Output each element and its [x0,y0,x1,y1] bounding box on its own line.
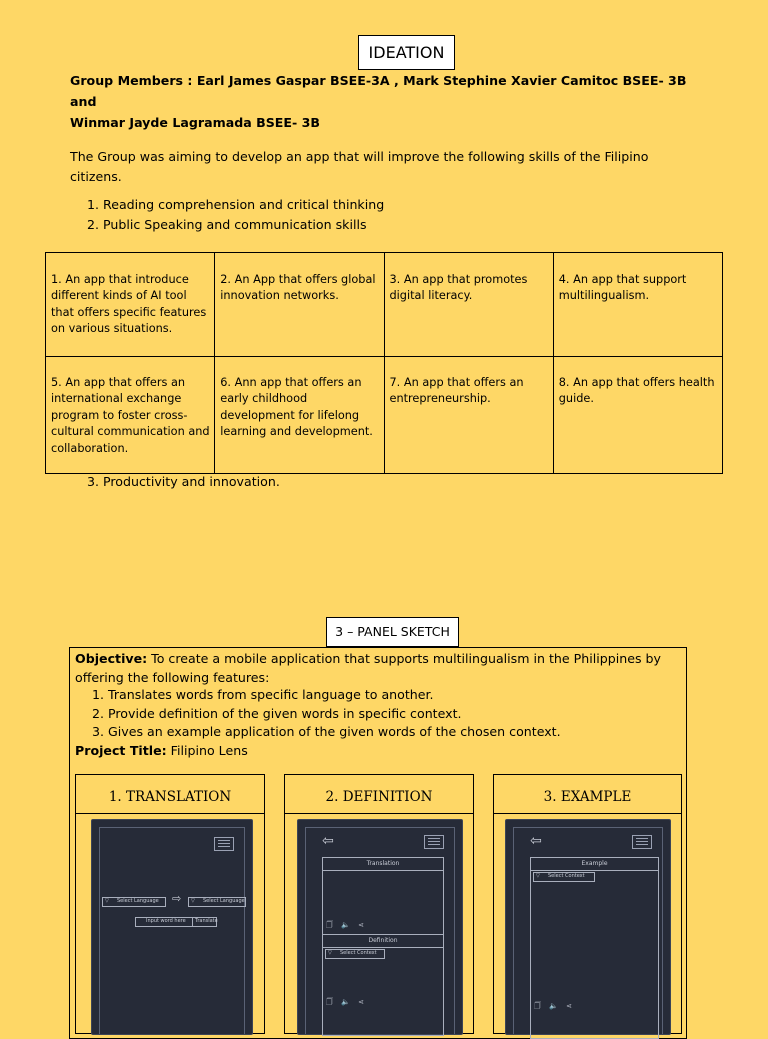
translate-button: Translate [195,918,218,924]
arrow-right-icon: ⇨ [172,892,182,905]
skill-item: 3. Productivity and innovation. [87,474,280,489]
select-context-label: Select Context [548,873,585,879]
project-title [75,742,248,761]
definition-heading: Definition [323,935,443,948]
idea-cell: 3. An app that promotes digital literacy. [384,253,553,357]
idea-cell: 7. An app that offers an entrepreneurship. [384,357,553,474]
select-language-label: Select Language [117,898,159,904]
phone-screen [513,827,663,1034]
input-placeholder: Input word here [146,918,186,924]
idea-cell: 1. An app that introduce different kinds of AI tool that offers specific features on various situations. [46,253,215,357]
sketch-title: 3 – PANEL SKETCH [326,617,459,647]
divider [192,917,193,927]
tool-icons: 🗍 🔈 ⋖ [326,998,368,1006]
group-members [70,70,710,133]
panel-header-example: 3. EXAMPLE [493,774,682,814]
page-title: IDEATION [358,35,455,70]
panel-definition [284,813,474,1034]
phone-screen [99,827,245,1034]
skill-item: 1. Reading comprehension and critical thinking [87,197,385,212]
chevron-down-icon: ▽ [536,873,540,879]
tool-icons: 🗍 🔈 ⋖ [326,921,368,929]
idea-cell: 6. Ann app that offers an early childhood development for lifelong learning and development. [215,357,384,474]
ideas-table [45,252,723,474]
table-row [46,357,723,474]
idea-cell: 8. An app that offers health guide. [553,357,722,474]
panel-header-translation: 1. TRANSLATION [75,774,265,814]
phone-mockup [297,819,463,1035]
project-name: Filipino Lens [166,743,248,758]
feature-item: 3. Gives an example application of the given words of the chosen context. [92,724,561,739]
feature-item: 1. Translates words from specific language to another. [92,687,434,702]
members-line-2: Winmar Jayde Lagramada BSEE- 3B [70,115,320,130]
panel-header-definition: 2. DEFINITION [284,774,474,814]
phone-mockup [505,819,671,1035]
objective-body: To create a mobile application that supports multilingualism in the Philippines by offering the following features: [75,651,661,685]
phone-screen [305,827,455,1034]
objective-text [75,649,675,687]
definition-frame [322,934,444,1036]
translation-frame [322,857,444,935]
context-select [325,949,385,959]
translation-heading: Translation [323,858,443,871]
back-arrow-icon: ⇦ [530,833,542,849]
chevron-down-icon: ▽ [191,898,195,904]
menu-icon [424,835,444,849]
members-line-1: Group Members : Earl James Gaspar BSEE-3A , Mark Stephine Xavier Camitoc BSEE- 3B and [70,73,687,109]
select-context-label: Select Context [340,950,377,956]
menu-icon [214,837,234,851]
idea-cell: 2. An App that offers global innovation networks. [215,253,384,357]
project-label: Project Title: [75,743,167,758]
target-language-select [188,897,246,907]
word-input [135,917,217,927]
idea-cell: 4. An app that support multilingualism. [553,253,722,357]
feature-item: 2. Provide definition of the given words in specific context. [92,706,462,721]
context-select [533,872,595,882]
menu-icon [632,835,652,849]
select-language-label: Select Language [203,898,245,904]
panel-translation [75,813,265,1034]
intro-paragraph: The Group was aiming to develop an app that will improve the following skills of the Filipino citizens. [70,149,649,184]
objective-label: Objective: [75,651,148,666]
panel-example [493,813,682,1034]
example-heading: Example [531,858,658,871]
back-arrow-icon: ⇦ [322,833,334,849]
skill-item: 2. Public Speaking and communication skills [87,217,367,232]
source-language-select [102,897,166,907]
example-frame [530,857,659,1039]
table-row [46,253,723,357]
phone-mockup [91,819,253,1035]
chevron-down-icon: ▽ [328,950,332,956]
tool-icons: 🗍 🔈 ⋖ [534,1002,576,1010]
idea-cell: 5. An app that offers an international exchange program to foster cross-cultural communication and collaboration. [46,357,215,474]
chevron-down-icon: ▽ [105,898,109,904]
